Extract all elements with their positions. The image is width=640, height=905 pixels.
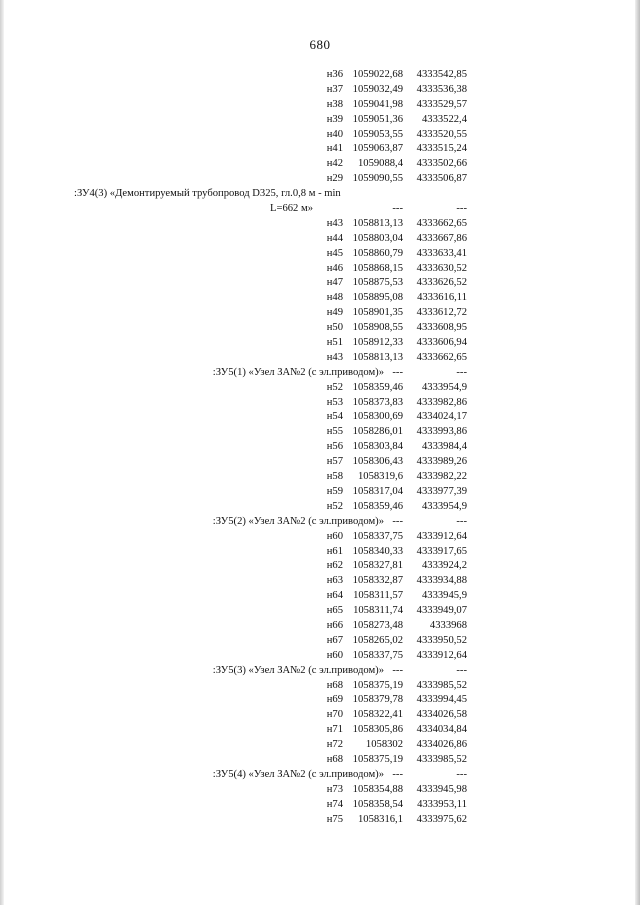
point-id: н73 <box>326 783 343 795</box>
section-title-row <box>0 768 640 783</box>
coord-x: 1058317,04 <box>352 485 403 497</box>
coord-x: 1058319,6 <box>357 471 403 483</box>
table-row <box>0 545 640 560</box>
coord-x: 1059063,87 <box>352 143 403 155</box>
point-id: н57 <box>326 456 343 468</box>
coord-y: 4333667,86 <box>416 232 467 244</box>
coord-x: 1058875,53 <box>352 277 403 289</box>
point-id: н71 <box>326 724 343 736</box>
coord-y: 4333626,52 <box>416 277 467 289</box>
table-row <box>0 723 640 738</box>
section-title-row <box>0 664 640 679</box>
coord-y: 4333633,41 <box>416 247 467 259</box>
coord-y: 4333934,88 <box>416 575 467 587</box>
coord-y: 4334026,58 <box>416 709 467 721</box>
table-row <box>0 559 640 574</box>
point-id: н56 <box>326 441 343 453</box>
point-id: н58 <box>326 471 343 483</box>
point-id: н36 <box>326 69 343 80</box>
point-id: н29 <box>326 173 343 185</box>
coord-y: 4334034,84 <box>416 724 467 736</box>
coord-y: 4333616,11 <box>417 292 467 304</box>
section-title-cont: L=662 м» <box>270 203 313 215</box>
table-row <box>0 291 640 306</box>
table-row <box>0 68 640 83</box>
table-row <box>0 83 640 98</box>
table-row <box>0 738 640 753</box>
coord-y: 4333993,86 <box>416 426 467 438</box>
point-id: н60 <box>326 649 343 661</box>
point-id: н75 <box>326 813 343 825</box>
coord-y: 4333984,4 <box>421 441 467 453</box>
table-row <box>0 708 640 723</box>
coord-x: 1058273,48 <box>352 619 403 631</box>
coord-y: 4333982,22 <box>416 471 467 483</box>
point-id: н61 <box>326 545 343 557</box>
point-id: н51 <box>326 337 343 349</box>
point-id: н39 <box>326 113 343 125</box>
coord-x: 1058813,13 <box>352 351 403 363</box>
table-row <box>0 172 640 187</box>
point-id: н46 <box>326 262 343 274</box>
coord-y: 4333502,66 <box>416 158 467 170</box>
table-row <box>0 485 640 500</box>
coord-x: 1059090,55 <box>352 173 403 185</box>
table-row <box>0 247 640 262</box>
point-id: н48 <box>326 292 343 304</box>
dash-x: --- <box>392 366 403 378</box>
coord-x: 1058311,74 <box>353 605 403 617</box>
table-row <box>0 157 640 172</box>
coord-y: 4333968 <box>429 619 467 631</box>
table-row <box>0 142 640 157</box>
point-id: н68 <box>326 679 343 691</box>
coord-x: 1058332,87 <box>352 575 403 587</box>
coord-y: 4333975,62 <box>416 813 467 825</box>
point-id: н74 <box>326 798 343 810</box>
coord-y: 4333542,85 <box>416 69 467 80</box>
coord-y: 4333950,52 <box>416 634 467 646</box>
coord-y: 4333982,86 <box>416 396 467 408</box>
point-id: н65 <box>326 605 343 617</box>
dash-x: --- <box>392 664 403 676</box>
coord-y: 4333954,9 <box>421 381 467 393</box>
coord-y: 4333994,45 <box>416 694 467 706</box>
table-row <box>0 455 640 470</box>
coord-y: 4333522,4 <box>421 113 467 125</box>
dash-y: --- <box>456 366 467 378</box>
table-row <box>0 98 640 113</box>
point-id: н62 <box>326 560 343 572</box>
table-row <box>0 276 640 291</box>
coordinates-table <box>0 68 640 827</box>
coord-x: 1058375,19 <box>352 679 403 691</box>
coord-y: 4333949,07 <box>416 605 467 617</box>
point-id: н72 <box>326 739 343 751</box>
table-row <box>0 589 640 604</box>
table-row <box>0 128 640 143</box>
point-id: н50 <box>326 322 343 334</box>
coord-y: 4333606,94 <box>416 337 467 349</box>
dash-y: --- <box>456 664 467 676</box>
point-id: н40 <box>326 128 343 140</box>
coord-y: 4333662,65 <box>416 351 467 363</box>
section-title-row <box>0 515 640 530</box>
coord-y: 4333608,95 <box>416 322 467 334</box>
coord-x: 1058322,41 <box>352 709 403 721</box>
coord-y: 4333506,87 <box>416 173 467 185</box>
table-row <box>0 425 640 440</box>
section-title: :ЗУ5(4) «Узел ЗА№2 (с эл.приводом)» <box>212 768 384 780</box>
coord-y: 4333912,64 <box>416 530 467 542</box>
dash-y: --- <box>456 768 467 780</box>
coord-y: 4333977,39 <box>416 485 467 497</box>
table-row <box>0 440 640 455</box>
coord-y: 4333662,65 <box>416 217 467 229</box>
coord-y: 4333989,26 <box>416 456 467 468</box>
coord-y: 4333924,2 <box>421 560 467 572</box>
point-id: н52 <box>326 381 343 393</box>
coord-x: 1058359,46 <box>352 381 403 393</box>
table-row <box>0 530 640 545</box>
section-title-line1 <box>0 187 640 202</box>
table-row <box>0 753 640 768</box>
coord-x: 1059032,49 <box>352 83 403 95</box>
coord-x: 1059053,55 <box>352 128 403 140</box>
point-id: н43 <box>326 217 343 229</box>
coord-y: 4333536,38 <box>416 83 467 95</box>
coord-x: 1058373,83 <box>352 396 403 408</box>
coord-y: 4333515,24 <box>416 143 467 155</box>
table-row <box>0 113 640 128</box>
coord-y: 4333529,57 <box>416 98 467 110</box>
point-id: н41 <box>326 143 343 155</box>
table-row <box>0 351 640 366</box>
section-title: :ЗУ5(1) «Узел ЗА№2 (с эл.приводом)» <box>212 366 384 378</box>
table-row <box>0 604 640 619</box>
point-id: н47 <box>326 277 343 289</box>
coord-y: 4333520,55 <box>416 128 467 140</box>
dash-x: --- <box>392 515 403 527</box>
point-id: н60 <box>326 530 343 542</box>
coord-x: 1058868,15 <box>352 262 403 274</box>
point-id: н49 <box>326 307 343 319</box>
point-id: н43 <box>326 351 343 363</box>
point-id: н52 <box>326 500 343 512</box>
point-id: н69 <box>326 694 343 706</box>
coord-y: 4333985,52 <box>416 753 467 765</box>
section-title-row <box>0 366 640 381</box>
coord-y: 4333630,52 <box>416 262 467 274</box>
coord-x: 1058358,54 <box>352 798 403 810</box>
table-row <box>0 619 640 634</box>
coord-x: 1058803,04 <box>352 232 403 244</box>
table-row <box>0 306 640 321</box>
coord-x: 1058286,01 <box>352 426 403 438</box>
coord-x: 1058316,1 <box>357 813 403 825</box>
table-row <box>0 693 640 708</box>
table-row <box>0 679 640 694</box>
dash-y: --- <box>456 203 467 215</box>
coord-y: 4333985,52 <box>416 679 467 691</box>
table-row <box>0 500 640 515</box>
table-row <box>0 336 640 351</box>
point-id: н37 <box>326 83 343 95</box>
coord-x: 1058912,33 <box>352 337 403 349</box>
table-row <box>0 783 640 798</box>
coord-x: 1058359,46 <box>352 500 403 512</box>
point-id: н54 <box>326 411 343 423</box>
point-id: н66 <box>326 619 343 631</box>
coord-y: 4333945,98 <box>416 783 467 795</box>
coord-x: 1058901,35 <box>352 307 403 319</box>
coord-y: 4333912,64 <box>416 649 467 661</box>
coord-x: 1059041,98 <box>352 98 403 110</box>
section-title: :ЗУ5(3) «Узел ЗА№2 (с эл.приводом)» <box>212 664 384 676</box>
coord-y: 4333954,9 <box>421 500 467 512</box>
table-row <box>0 321 640 336</box>
table-row <box>0 232 640 247</box>
point-id: н59 <box>326 485 343 497</box>
coord-x: 1058340,33 <box>352 545 403 557</box>
table-row <box>0 649 640 664</box>
coord-x: 1059022,68 <box>352 69 403 80</box>
point-id: н38 <box>326 98 343 110</box>
point-id: н63 <box>326 575 343 587</box>
point-id: н68 <box>326 753 343 765</box>
table-row <box>0 634 640 649</box>
coord-y: 4333917,65 <box>416 545 467 557</box>
coord-y: 4334024,17 <box>416 411 467 423</box>
section-title-line2 <box>0 202 640 217</box>
table-row <box>0 798 640 813</box>
page-number: 680 <box>309 37 331 52</box>
point-id: н42 <box>326 158 343 170</box>
table-row <box>0 381 640 396</box>
coord-x: 1058302 <box>365 739 403 751</box>
table-row <box>0 410 640 425</box>
coord-x: 1058311,57 <box>353 590 403 602</box>
point-id: н44 <box>326 232 343 244</box>
dash-x: --- <box>392 768 403 780</box>
point-id: н64 <box>326 590 343 602</box>
coord-x: 1058303,84 <box>352 441 403 453</box>
coord-x: 1058337,75 <box>352 530 403 542</box>
table-row <box>0 813 640 828</box>
coord-x: 1058354,88 <box>352 783 403 795</box>
dash-x: --- <box>392 203 403 215</box>
section-title: :ЗУ4(3) «Демонтируемый трубопровод D325, гл.0,8 м - min <box>74 188 341 200</box>
coord-x: 1058305,86 <box>352 724 403 736</box>
point-id: н55 <box>326 426 343 438</box>
coord-x: 1059051,36 <box>352 113 403 125</box>
table-row <box>0 574 640 589</box>
table-row <box>0 262 640 277</box>
coord-x: 1059088,4 <box>357 158 403 170</box>
section-title: :ЗУ5(2) «Узел ЗА№2 (с эл.приводом)» <box>212 515 384 527</box>
coord-x: 1058300,69 <box>352 411 403 423</box>
coord-y: 4333953,11 <box>417 798 467 810</box>
coord-x: 1058337,75 <box>352 649 403 661</box>
coord-x: 1058306,43 <box>352 456 403 468</box>
coord-x: 1058327,81 <box>352 560 403 572</box>
table-row <box>0 396 640 411</box>
table-row <box>0 470 640 485</box>
coord-x: 1058375,19 <box>352 753 403 765</box>
point-id: н67 <box>326 634 343 646</box>
coord-x: 1058895,08 <box>352 292 403 304</box>
dash-y: --- <box>456 515 467 527</box>
table-row <box>0 217 640 232</box>
point-id: н70 <box>326 709 343 721</box>
coord-x: 1058813,13 <box>352 217 403 229</box>
coord-y: 4334026,86 <box>416 739 467 751</box>
coord-x: 1058860,79 <box>352 247 403 259</box>
point-id: н45 <box>326 247 343 259</box>
coord-x: 1058265,02 <box>352 634 403 646</box>
coord-y: 4333945,9 <box>421 590 467 602</box>
coord-x: 1058908,55 <box>352 322 403 334</box>
coord-x: 1058379,78 <box>352 694 403 706</box>
coord-y: 4333612,72 <box>416 307 467 319</box>
point-id: н53 <box>326 396 343 408</box>
